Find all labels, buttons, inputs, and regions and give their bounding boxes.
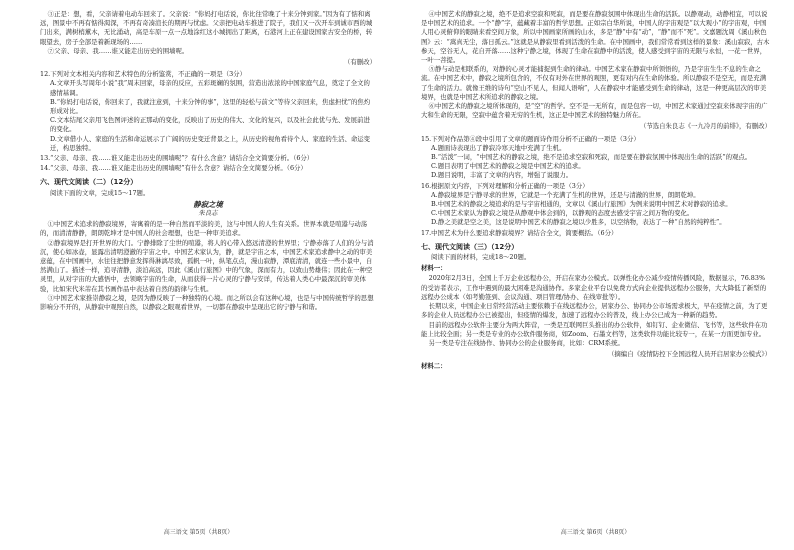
material-para: 目前的远程办公软件主要分为两大阵营，一类是互联网巨头推出的办公软件，如钉钉、企业微信、飞书等，这些软件在功能上比较全面；另一类是专业的办公软件服务商，如Zoom、石墨文档等，这类软件功能比较专一，在某一方面更加专业。 bbox=[421, 320, 768, 338]
story-para: ⑦父亲、母亲、我……谁又能走出历史的围墙呢。 bbox=[47, 46, 189, 55]
section-7-instruction: 阅读下面的材料，完成18～20题。 bbox=[431, 253, 531, 262]
material-para: 2020年2月3日，全国上千万企业远程办公，开启在家办公模式。以弹性化办公减少疫情传播风险，数据显示，76.83%的受访者表示，工作中遇到的最大困难是沟通协作。多家企业平台以免费方式向企业提供远程办公服务，大大降低了新型的远程办公成本（如考勤签到、会议沟通、项目管理/协办、在线审批等）。 bbox=[421, 274, 767, 301]
material-para: 另一类是专注在线协作、协同办公的企业服务商，比如：CRM系统。 bbox=[428, 338, 624, 347]
question-16-stem: 16.根据原文内容，下列对理解和分析正确的一项是（3分） bbox=[421, 181, 589, 190]
essay-para: ②静寂境界是打开世界的大门。宁静排除了尘世的喧嚣，将人的心带入悠远清澄的世界里；宁静赤落了人们的分与消沉，使心如冰壶，显露出清明澄澈的宇宙之中。中国艺术家认为，静，就是宇宙之本，中国艺术家追求静中之动的审美意蕴，在中国画中，水往往把静意发挥得淋漓尽致，孤帆一叶，纵笔点点，漫山寂静，潭底清清，就连一些小景中，自然满山了。描述一样，追寻清静，淡泊高远，因此《溪山行旅图》中的气象，深而有力，以致山势雄伟；因此在一种空灵里，从对宇宙的大感悟中，去领略宇宙的生命，从而获得一片心灵的宁静与安详，传达着人类心中最深沉的审美体验，比如宋代米芾在其书画作品中表达着自然的韵律与生机。 bbox=[40, 238, 374, 293]
question-16-option-c: C.中国艺术家认为静寂之境是从静观中体会到的，以静观的态度去感受宇宙之间万物的变化。 bbox=[431, 209, 694, 218]
essay-source: （节选自朱良志《一九冷月的前绯》，有删改） bbox=[639, 122, 771, 131]
section-7-heading: 七、现代文阅读（三）（12分） bbox=[421, 242, 519, 251]
question-13: 13.“父亲、母亲、我……谁又能走出历史的围墙呢”？有什么含意？请结合全文简要分析。（6分） bbox=[40, 154, 314, 163]
story-para: ③正是：想，看，父亲请着电动车回来了。父亲说：“你妈打电话说，你比往常晚了十来分钟到家。”因为有了惦和离远，图景中不再有惦得渴深，不再有奇凑渲长的期再与忧虑。父亲把电动车推进了院子，我们又一次开车到诚市西的城门出来，满树梢薰木，无比涌动，高是车原一点一点地涂红这小城拥出了距离，石港河上正在建设国家古安全的桥，转眼望去，房子全部是着新现场的…… bbox=[40, 10, 373, 46]
question-16-option-d: D.静之美就是空之美，这是说明中国艺术的静寂之境以少胜多，以空纳物，表达了一种“自然的纯粹性”。 bbox=[431, 218, 726, 227]
essay-para: ⑥中国艺术的静寂之境所体现的，是“空”的哲学。空不是一无所有，而是包容一切，中国艺术家通过空寂来体现宇宙的广大和生命的无限，空寂中蕴含着无穷的生机，这正是中国艺术的独特魅力所在。 bbox=[421, 102, 768, 120]
essay-para: ③中国艺术家推崇静寂之境，是因为静反映了一种独特的心境。而之所以会有这种心境，也是与中国传统哲学的思想影响分不开的，从静寂中观照自然，以静寂之眼观看世界，一切都在静寂中呈现出它的宁静与和谐。 bbox=[40, 293, 374, 312]
section-6-heading: 六、现代文阅读（二）（12分） bbox=[40, 178, 138, 187]
essay-para: ⑤静与动是相联系的，对静的心灵才能捕捉到生命的律动。中国艺术家在静寂中所领悟的，乃是宇宙生生不息的生命之流。在中国艺术中，静寂之境所包含的，不仅有对外在世界的观照，更有对内在生命的体验。所以静寂不是空无，而是充满了生命的活力。就像王维的诗句“空山不见人，但闻人语响”，人在静寂中才能感受到生命的律动，这是一种更高层次的审美境界，也就是中国艺术所追求的静寂之境。 bbox=[421, 65, 767, 101]
question-15-stem: 15.下列对作品第④段中引用了文章的题面诗作用分析不正确的一项是（3分） bbox=[421, 134, 640, 143]
material-1-label: 材料一： bbox=[421, 264, 447, 273]
question-17: 17.中国艺术为什么要追求静寂境界？请结合全文，简要概括。（6分） bbox=[421, 228, 618, 237]
page-footer-left: 高三语文 第5页（共8页） bbox=[163, 529, 234, 536]
left-column bbox=[40, 10, 376, 312]
question-15-option-b: B.“活泼”一词，“中国艺术的静寂之境，绝不是追求空寂和死寂，而是要在静寂氛围中体现出生命的活跃”的观点。 bbox=[431, 153, 752, 162]
question-16-option-a: A.静寂境界是宁静寻求的世界，它就是一个充满了生机的世界，还是与清澈的世界，朗朗乾坤。 bbox=[431, 190, 700, 199]
material-2-label: 材料二： bbox=[421, 362, 447, 371]
essay-para: ①中国艺术追求的静寂境界，寄寓着的是一种自然而平淡的美，这与中国人的人生有关系。世界本就是喧嚣与动荡的，而清清静静，朗朗乾坤才是中国人的社会理想，也是一种审美追求。 bbox=[40, 220, 368, 238]
question-12-option-d: D.文章借小人、家庭的生活和命运展示了广阔的历史变迁背景之上，从历史的视角看待个人、家庭的生活、命运变迁，构思独特。 bbox=[50, 134, 371, 152]
essay-author: 朱良志 bbox=[198, 209, 218, 218]
question-12-stem: 12.下列对文本相关内容和艺术特色的分析鉴赏，不正确的一项是（3分） bbox=[40, 70, 246, 79]
question-16-option-b: B.中国艺术的静寂之境追求的是与宇宙相通的，文章以《溪山行旅图》为例来说明中国艺术对静寂的追求。 bbox=[431, 200, 732, 209]
essay-title: 静寂之境 bbox=[193, 199, 223, 209]
right-column bbox=[421, 10, 771, 373]
question-15-option-a: A.题面诗表现出了静寂冷寒天地中充满了生机。 bbox=[431, 143, 566, 152]
question-12-option-c: C.文本结尾父亲用飞色图评述的正那动的变化，反映出了历史的伟大、文化的复兴，以及社会此优与先、发展前进的变化。 bbox=[50, 116, 370, 134]
material-para: 长期以来，中国企业日常经营活动主要依赖于在线远程办公，居家办公、协同办公市场需求极大，早在疫情之前，为了更多的企业人员远程办公已被提出，但疫情的爆发，加速了远程办公的普及，线上办公已成为一种新的趋势。 bbox=[421, 302, 768, 320]
question-14: 14.“父亲、母亲、我……谁又能走出历史的围墙呢”有什么含意？请结合全文简要分析。（6分） bbox=[40, 164, 307, 173]
question-12-option-b: B.“你妈打电话说，你回来了，我就注意到，十来分钟的事”，这里的轻松与前文“等待父亲回来，焦虑担忧”的焦灼形成对比。 bbox=[50, 97, 371, 116]
question-12-option-a: A.文章开头写周年小说“我”周末回家，母亲的反应，五彩斑斓的氛围，营造出浓浓的中国家庭气息，奠定了全文的感情基调。 bbox=[50, 79, 370, 97]
section-6-instruction: 阅读下面的文章，完成15～17题。 bbox=[50, 188, 150, 197]
material-1-source: （摘编自《疫情防控下全国远程人员开启居家办公模式》） bbox=[608, 350, 771, 359]
question-15-option-d: D.题目说明，丰富了文章的内容，增强了说服力。 bbox=[431, 171, 573, 180]
page-right bbox=[397, 0, 794, 550]
essay-para: ④中国艺术的静寂之境，绝不是追求空寂和死寂，而是要在静寂氛围中体现出生命的活跃。以静观动，动静相宜，可以说是中国艺术的追求。一个“静”字，蕴藏着丰富的哲学思想。正如宗白华所说，中国人的宇宙观是“以大观小”的宇宙观，中国人用心灵俯仰的眼睛来看空间万象，所以中国画家所画的山水，多是“静”中有“动”，“静”而不“死”。文嘉题沈周《溪山秋色图》云：“嵩真无尘，落日孤云。”这就是从静寂里看到活泼的生命。在中国画中，我们常常看到这样的景象：溪山寂寂，古木参天，空谷无人，花自开落……这种宁静之境，体现了生命在寂静中的活泼，使人感受到宇宙的无限与永恒，一花一世界，一叶一菩提。 bbox=[421, 10, 770, 65]
page-footer-right: 高三语文 第6页（共8页） bbox=[560, 529, 631, 536]
story-source: （有删改） bbox=[344, 58, 376, 67]
question-15-option-c: C.题目表明了中国艺术的静寂之境是中国艺术的追求。 bbox=[431, 162, 585, 171]
